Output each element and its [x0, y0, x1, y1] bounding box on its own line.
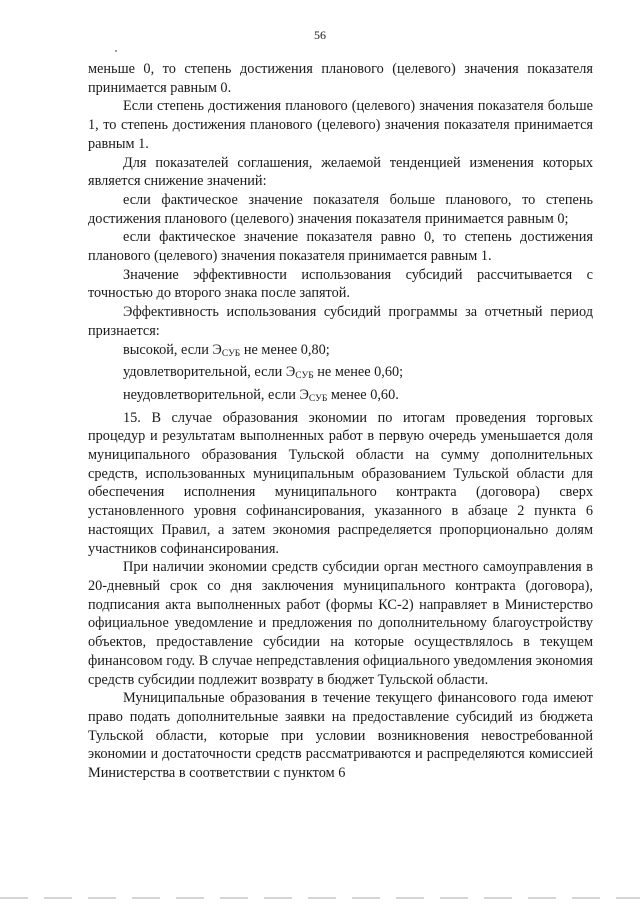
- subscript-sub: СУБ: [221, 348, 241, 359]
- rating-unsatisfactory: [88, 386, 593, 409]
- scan-speck: [115, 50, 117, 52]
- rating-unsatisfactory-label: неудовлетворительной, если Э: [123, 386, 309, 403]
- rating-high: [88, 341, 593, 364]
- rating-satisfactory-label: удовлетворительной, если Э: [123, 364, 296, 381]
- paragraph-7: Эффективность использования субсидий программы за отчетный период признается:: [88, 304, 593, 339]
- paragraph-3: Для показателей соглашения, желаемой тенденцией изменения которых является снижение значений:: [88, 154, 593, 190]
- rating-satisfactory-threshold: не менее 0,60;: [313, 364, 404, 381]
- paragraph-1: меньше 0, то степень достижения планового (целевого) значения показателя принимается равным 0.: [88, 61, 593, 96]
- paragraph-savings: При наличии экономии средств субсидии орган местного самоуправления в 20-дневный срок со дня заключения муниципального контракта (договора), подписания акта выполненных работ (формы КС-2) направляет в Министерство официальное уведомление и предложения по дополнительному благоустройству объектов, предоставление субсидии на которые осуществлялось в текущем финансовом году. В случае непредставления официального уведомления экономия средств субсидии подлежит возврату в бюджет Тульской области.: [88, 559, 593, 688]
- subscript-sub: СУБ: [295, 371, 314, 382]
- document-body: [88, 60, 593, 783]
- paragraph-15: 15. В случае образования экономии по итогам проведения торговых процедур и результатам выполненных работ в первую очередь уменьшается доля муниципального образования Тульской области на сумму дополнительных средств, использованных муниципальным образованием Тульской области для обеспечения исполнения муниципального контракта (договора) сверх установленного уровня софинансирования, указанного в абзаце 2 пункта 6 настоящих Правил, а затем экономия распределяется пропорционально долям участников софинансирования.: [88, 409, 593, 557]
- subscript-sub: СУБ: [308, 393, 328, 404]
- rating-unsatisfactory-threshold: менее 0,60.: [327, 386, 399, 403]
- scan-edge-artifact: [0, 897, 640, 899]
- page-number: 56: [314, 28, 326, 42]
- rating-high-threshold: не менее 0,80;: [240, 341, 330, 358]
- paragraph-5: если фактическое значение показателя равно 0, то степень достижения планового (целевого) значения показателя принимается равным 1.: [88, 229, 593, 265]
- paragraph-2: Если степень достижения планового (целевого) значения показателя больше 1, то степень достижения планового (целевого) значения показателя принимается равным 1.: [88, 98, 593, 152]
- paragraph-additional-requests: Муниципальные образования в течение текущего финансового года имеют право подать дополнительные заявки на предоставление субсидий из бюджета Тульской области, которые при условии возникновения невостребованной экономии и достаточности средств рассматриваются и распределяются комиссией Министерства в соответствии с пунктом 6: [88, 690, 593, 782]
- rating-high-label: высокой, если Э: [123, 341, 222, 358]
- paragraph-4: если фактическое значение показателя больше планового, то степень достижения планового (целевого) значения показателя принимается равным 0;: [88, 191, 593, 227]
- paragraph-6: Значение эффективности использования субсидий рассчитывается с точностью до второго знака после запятой.: [88, 266, 593, 302]
- rating-satisfactory: [88, 363, 593, 386]
